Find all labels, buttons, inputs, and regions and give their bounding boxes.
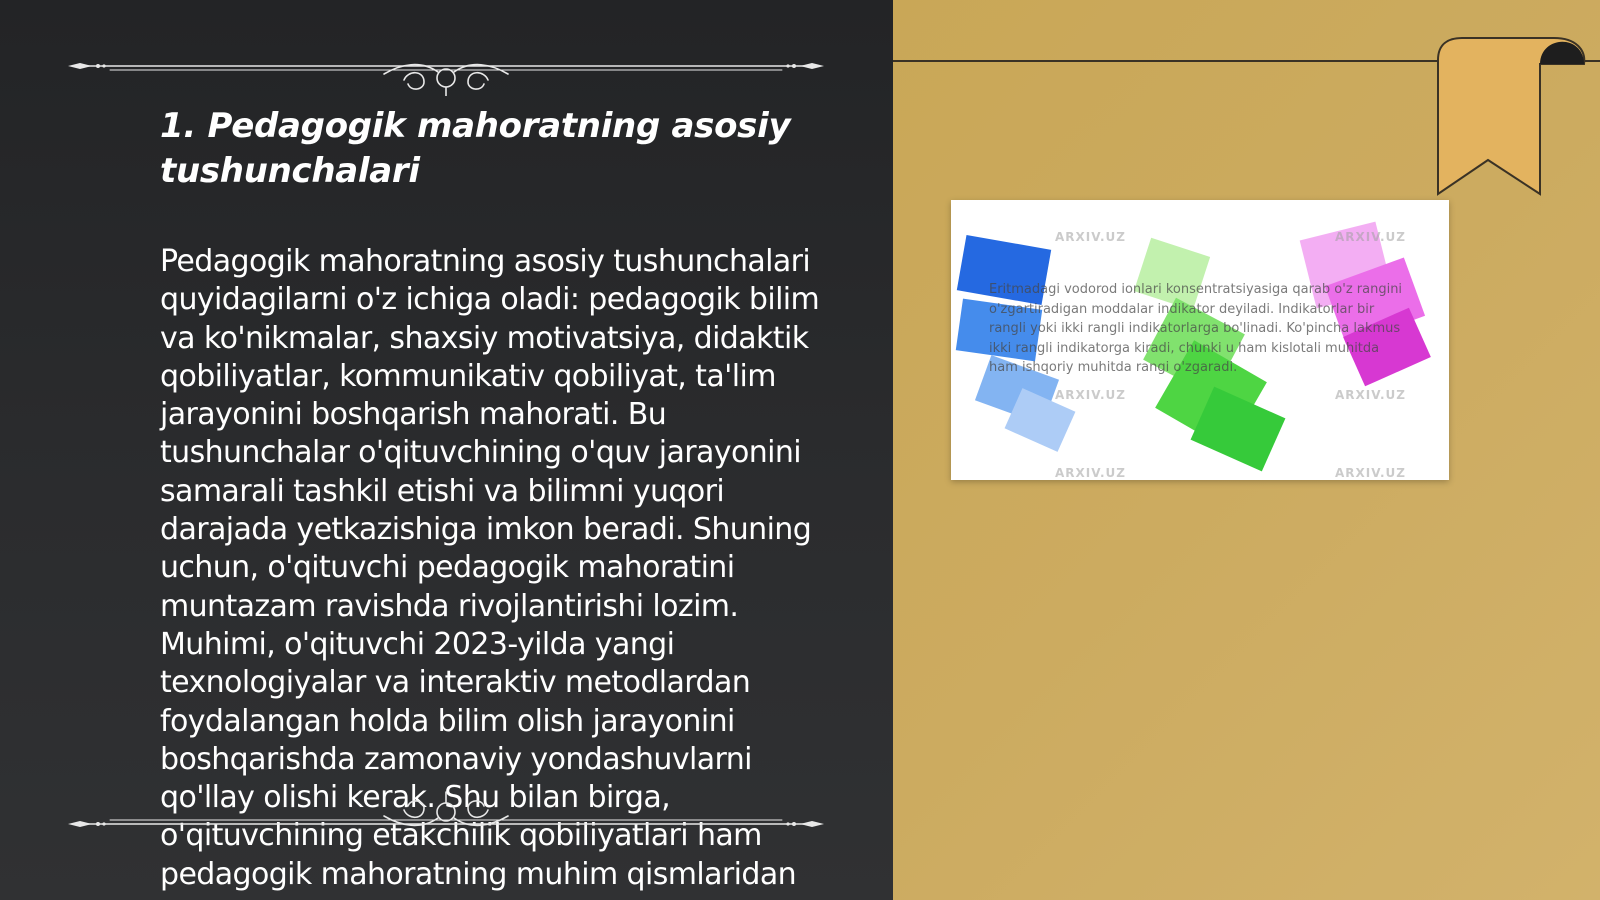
ribbon-bookmark-icon [1436,36,1586,198]
bottom-ornament-divider-icon [66,788,826,836]
top-ornament-divider-icon [66,48,826,96]
watermark-label: ARXIV.UZ [1335,388,1406,402]
indicator-paper-image [951,200,1449,480]
watermark-label: ARXIV.UZ [1055,466,1126,480]
slide-body-text: Pedagogik mahoratning asosiy tushunchalari quyidagilarni o'z ichiga oladi: pedagogik bilim va ko'nikmalar, shaxsiy motivatsiya, didaktik qobiliyatlar, kommunikativ qobiliyat, ta'lim jarayonini boshqarish mahorati. Bu tushunchalar o'qituvchining o'quv jarayonini samarali tashkil etishi va bilimni yuqori darajada yetkazishiga imkon beradi. Shuning uchun, o'qituvchi pedagogik mahoratini muntazam ravishda rivojlantirishi lozim. Muhimi, o'qituvchi 2023-yilda yangi texnologiyalar va interaktiv metodlardan foydalangan holda bilim olish jarayonini boshqarishda zamonaviy yondashuvlarni qo'llay olishi kerak. Shu bilan birga, o'qituvchining etakchilik qobiliyatlari ham pedagogik mahoratning muhim qismlaridan [160,244,820,892]
watermark-label: ARXIV.UZ [1335,230,1406,244]
image-caption-text: Eritmadagi vodorod ionlari konsentratsiyasiga qarab o'z rangini o'zgartiradigan moddalar indikator deyiladi. Indikatorlar bir rangli yoki ikki rangli indikatorlarga bo'linadi. Ko'pincha lakmus ikki rangli indikatorga kiradi, chunki u ham kislotali muhitda ham ishqoriy muhitda rangi o'zgaradi. [989,282,1403,375]
watermark-label: ARXIV.UZ [1055,230,1126,244]
slide-title: 1. Pedagogik mahoratning asosiy tushunchalari [160,106,791,191]
watermark-label: ARXIV.UZ [1055,388,1126,402]
watermark-label: ARXIV.UZ [1335,466,1406,480]
